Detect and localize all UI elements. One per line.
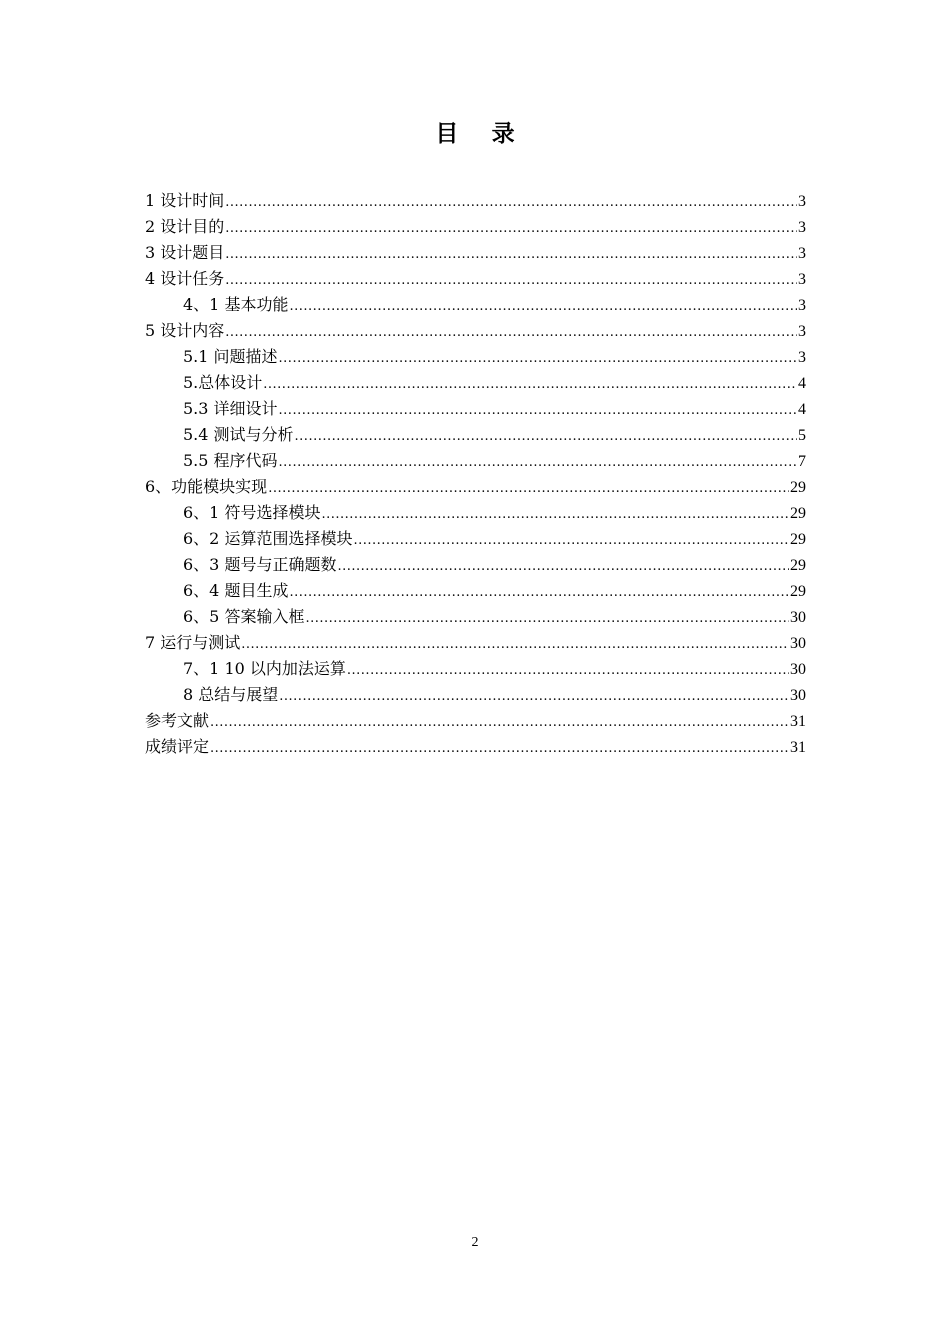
- toc-dot-leader: [279, 346, 797, 372]
- toc-entry[interactable]: [145, 552, 806, 578]
- toc-entry-page: 3: [798, 323, 806, 340]
- toc-entry[interactable]: [145, 734, 806, 760]
- toc-entry[interactable]: [145, 656, 806, 682]
- toc-entry-label: 6、1 符号选择模块: [183, 503, 321, 522]
- toc-dot-leader: [225, 190, 797, 216]
- toc-entry-page: 30: [790, 609, 806, 626]
- toc-entry[interactable]: [145, 682, 806, 708]
- toc-entry-label: 5.总体设计: [183, 373, 263, 392]
- toc-entry-label: 6、功能模块实现: [145, 477, 268, 496]
- toc-entry-label: 3 设计题目: [145, 243, 225, 262]
- toc-dot-leader: [225, 268, 797, 294]
- toc-entry-label: 4、1 基本功能: [183, 295, 289, 314]
- toc-entry[interactable]: [145, 578, 806, 604]
- toc-entry[interactable]: [145, 422, 806, 448]
- toc-entry-page: 29: [790, 505, 806, 522]
- toc-entry-label: 6、5 答案输入框: [183, 607, 305, 626]
- toc-entry-page: 7: [798, 453, 806, 470]
- toc-entry-label: 4 设计任务: [145, 269, 225, 288]
- toc-entry-page: 29: [790, 531, 806, 548]
- toc-entry-page: 5: [798, 427, 806, 444]
- toc-entry-label: 6、4 题目生成: [183, 581, 289, 600]
- toc-entry[interactable]: [145, 240, 806, 266]
- toc-entry-label: 参考文献: [145, 711, 210, 730]
- toc-dot-leader: [279, 684, 789, 710]
- toc-dot-leader: [225, 216, 797, 242]
- toc-entry[interactable]: [145, 708, 806, 734]
- toc-entry-page: 29: [790, 583, 806, 600]
- toc-entry-label: 6、2 运算范围选择模块: [183, 529, 353, 548]
- toc-entry-label: 5.4 测试与分析: [183, 425, 294, 444]
- toc-dot-leader: [241, 632, 789, 658]
- toc-dot-leader: [295, 424, 797, 450]
- toc-dot-leader: [353, 528, 789, 554]
- toc-dot-leader: [225, 242, 797, 268]
- toc-dot-leader: [279, 398, 797, 424]
- toc-entry[interactable]: [145, 214, 806, 240]
- toc-entry[interactable]: [145, 500, 806, 526]
- toc-dot-leader: [305, 606, 789, 632]
- toc-entry-page: 3: [798, 193, 806, 210]
- toc-entry-label: 6、3 题号与正确题数: [183, 555, 337, 574]
- toc-entry-page: 30: [790, 635, 806, 652]
- toc-entry[interactable]: [145, 266, 806, 292]
- toc-entry[interactable]: [145, 448, 806, 474]
- toc-entry-label: 5.1 问题描述: [183, 347, 278, 366]
- toc-dot-leader: [263, 372, 797, 398]
- toc-dot-leader: [210, 710, 789, 736]
- toc-entry[interactable]: [145, 292, 806, 318]
- toc-dot-leader: [289, 580, 789, 606]
- toc-entry-page: 3: [798, 271, 806, 288]
- toc-dot-leader: [347, 658, 789, 684]
- toc-entry-page: 3: [798, 297, 806, 314]
- toc-entry[interactable]: [145, 188, 806, 214]
- toc-entry-label: 成绩评定: [145, 737, 210, 756]
- toc-entry-page: 29: [790, 557, 806, 574]
- toc-entry[interactable]: [145, 630, 806, 656]
- toc-entry-page: 4: [798, 375, 806, 392]
- toc-entry-page: 31: [790, 739, 806, 756]
- toc-entry-label: 8 总结与展望: [183, 685, 279, 704]
- toc-entry-page: 31: [790, 713, 806, 730]
- toc-dot-leader: [321, 502, 789, 528]
- toc-entry[interactable]: [145, 396, 806, 422]
- toc-entry-page: 4: [798, 401, 806, 418]
- toc-dot-leader: [225, 320, 797, 346]
- toc-entry-label: 5.5 程序代码: [183, 451, 278, 470]
- toc-entry-label: 1 设计时间: [145, 191, 225, 210]
- toc-entry-page: 30: [790, 661, 806, 678]
- toc-entry-page: 29: [790, 479, 806, 496]
- toc-dot-leader: [268, 476, 789, 502]
- toc-entry[interactable]: [145, 526, 806, 552]
- toc-list: [145, 188, 806, 760]
- toc-entry-label: 7、1 10 以内加法运算: [183, 659, 346, 678]
- toc-dot-leader: [289, 294, 797, 320]
- toc-entry[interactable]: [145, 344, 806, 370]
- toc-title: 目 录: [435, 121, 528, 147]
- toc-entry[interactable]: [145, 318, 806, 344]
- toc-entry[interactable]: [145, 370, 806, 396]
- toc-entry[interactable]: [145, 604, 806, 630]
- page-number: 2: [471, 1235, 479, 1250]
- toc-dot-leader: [337, 554, 789, 580]
- toc-dot-leader: [210, 736, 789, 762]
- toc-entry-page: 3: [798, 245, 806, 262]
- toc-entry-page: 3: [798, 349, 806, 366]
- toc-entry-page: 30: [790, 687, 806, 704]
- toc-entry[interactable]: [145, 474, 806, 500]
- toc-entry-page: 3: [798, 219, 806, 236]
- toc-entry-label: 7 运行与测试: [145, 633, 241, 652]
- toc-entry-label: 5 设计内容: [145, 321, 225, 340]
- toc-entry-label: 5.3 详细设计: [183, 399, 278, 418]
- toc-entry-label: 2 设计目的: [145, 217, 225, 236]
- toc-dot-leader: [279, 450, 797, 476]
